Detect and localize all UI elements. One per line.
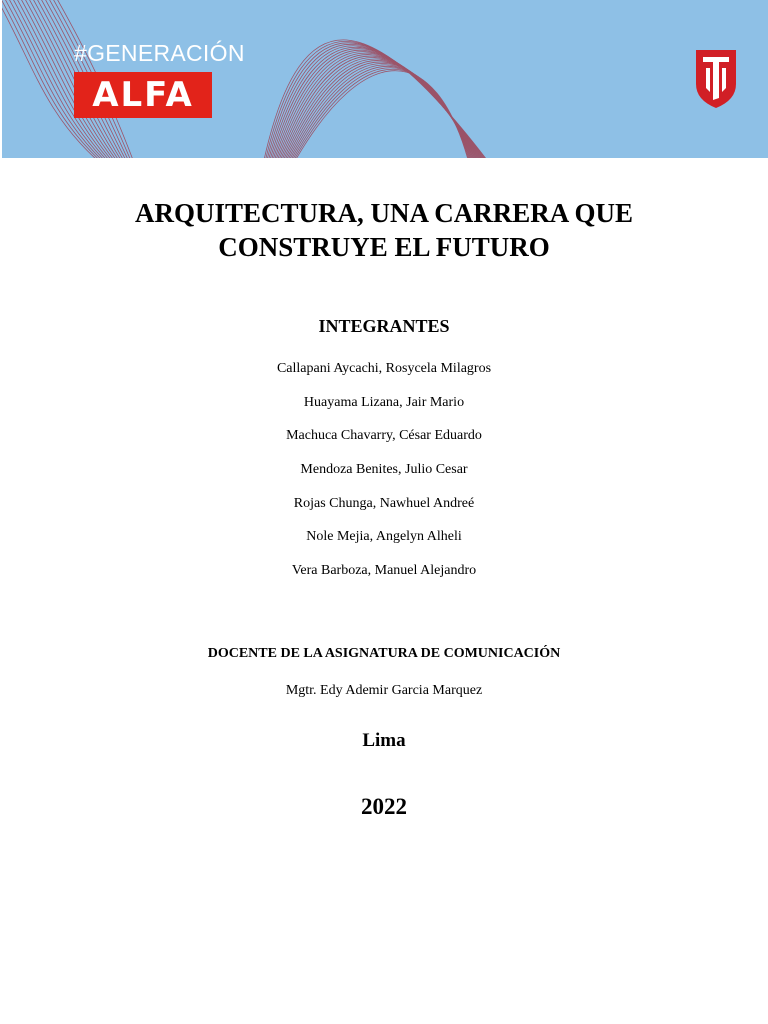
university-shield-icon [694,48,738,110]
member-name: Rojas Chunga, Nawhuel Andreé [293,495,475,511]
year-label: 2022 [361,794,407,819]
teacher-heading: DOCENTE DE LA ASIGNATURA DE COMUNICACIÓN [207,646,561,661]
brand-word: ALFA [92,75,194,115]
title-line-2: CONSTRUYE EL FUTURO [218,232,550,262]
member-name: Mendoza Benites, Julio Cesar [300,462,468,478]
members-heading: INTEGRANTES [318,316,450,336]
member-name: Huayama Lizana, Jair Mario [303,394,465,410]
teacher-name: Mgtr. Edy Ademir Garcia Marquez [285,683,483,698]
members-list [0,360,768,596]
member-name: Nole Mejia, Angelyn Alheli [306,529,462,545]
member-name: Callapani Aycachi, Rosycela Milagros [276,361,492,376]
city-label: Lima [362,730,406,751]
member-name: Vera Barboza, Manuel Alejandro [291,563,477,579]
title-line-1: ARQUITECTURA, UNA CARRERA QUE [134,198,634,228]
brand-logo-box [74,72,212,118]
member-name: Machuca Chavarry, César Eduardo [286,428,482,444]
header-banner [2,0,768,158]
brand-hashtag: #GENERACIÓN [74,40,245,66]
document-title [0,196,768,264]
